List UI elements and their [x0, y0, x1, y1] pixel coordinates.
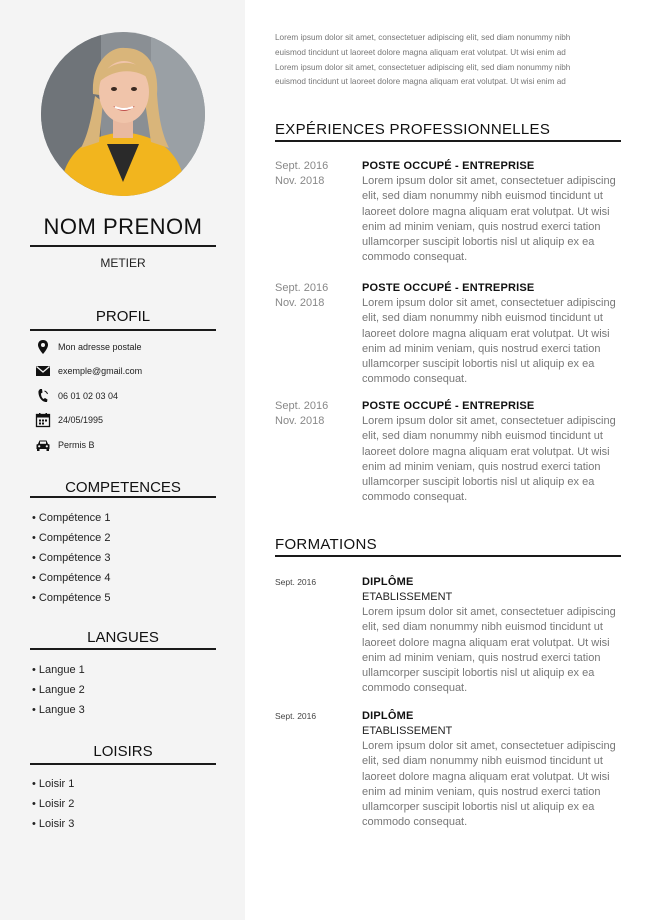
profile-photo [41, 32, 205, 196]
formation-date: Sept. 2016 [275, 711, 317, 721]
loisirs-heading: LOISIRS [93, 743, 153, 760]
date-start: Sept. 2016 [275, 160, 329, 172]
date-start: Sept. 2016 [275, 282, 329, 294]
text-line: elit, sed diam nonummy nibh euismod tincidunt ut [362, 430, 603, 443]
text-line: Lorem ipsum dolor sit amet, consectetuer adipiscing [362, 175, 616, 187]
experience-description [362, 174, 624, 266]
langues-divider [30, 648, 216, 650]
loisirs-list [32, 777, 222, 837]
text-line: ullamcorper suscipit lobortis nisl ut aliquip ex ea [362, 667, 595, 680]
list-item: • Langue 1 [32, 663, 222, 683]
date-end: Nov. 2018 [275, 297, 325, 309]
text-line: enim ad minim veniam, quis nostrud exerci tation [362, 651, 601, 664]
formation-title: DIPLÔME [362, 576, 414, 588]
contact-email [34, 362, 234, 380]
text-line: ullamcorper suscipit lobortis nisl ut aliquip ex ea [362, 476, 595, 489]
text-line: commodo consequat. [362, 816, 468, 829]
formations-heading: FORMATIONS [275, 536, 377, 553]
text-line: Lorem ipsum dolor sit amet, consectetuer adipiscing [362, 415, 616, 427]
list-item: • Compétence 4 [32, 571, 222, 591]
contact-license [34, 436, 234, 454]
text-line: elit, sed diam nonummy nibh euismod tincidunt ut [362, 312, 603, 325]
text-line: enim ad minim veniam, quis nostrud exerci tation [362, 220, 601, 233]
formation-description [362, 739, 624, 831]
experience-description [362, 414, 624, 506]
experience-title: POSTE OCCUPÉ - ENTREPRISE [362, 400, 535, 412]
contact-license-text: Permis B [58, 440, 95, 450]
date-start: Sept. 2016 [275, 400, 329, 412]
contact-address-text: Mon adresse postale [58, 342, 142, 352]
profil-heading: PROFIL [95, 308, 151, 325]
text-line: enim ad minim veniam, quis nostrud exerci tation [362, 460, 601, 473]
intro-paragraph [275, 31, 625, 90]
phone-icon [34, 387, 52, 405]
candidate-name: NOM PRENOM [43, 214, 203, 239]
contact-birthdate [34, 411, 234, 429]
profil-divider [30, 329, 216, 331]
car-icon [34, 436, 52, 454]
list-item: • Compétence 2 [32, 531, 222, 551]
intro-line: euismod tincidunt ut laoreet dolore magna aliquam erat volutpat. Ut wisi enim ad [275, 77, 566, 87]
loisirs-divider [30, 763, 216, 765]
text-line: laoreet dolore magna aliquam erat volutpat. Ut wisi [362, 636, 610, 649]
formation-title: DIPLÔME [362, 710, 414, 722]
competences-heading: COMPETENCES [65, 479, 181, 496]
contact-phone-text: 06 01 02 03 04 [58, 391, 119, 401]
experiences-heading: EXPÉRIENCES PROFESSIONNELLES [275, 121, 551, 138]
formations-divider [275, 555, 621, 557]
name-divider [30, 245, 216, 247]
list-item: • Loisir 1 [32, 777, 222, 797]
text-line: laoreet dolore magna aliquam erat volutpat. Ut wisi [362, 770, 610, 783]
map-pin-icon [34, 338, 52, 356]
job-title: METIER [100, 256, 146, 270]
text-line: Lorem ipsum dolor sit amet, consectetuer adipiscing [362, 297, 616, 309]
contact-birthdate-text: 24/05/1995 [58, 415, 104, 425]
envelope-icon [34, 362, 52, 380]
list-item: • Loisir 3 [32, 817, 222, 837]
list-item: • Compétence 3 [32, 551, 222, 571]
intro-line: Lorem ipsum dolor sit amet, consectetuer adipiscing elit, sed diam nonummy nibh [275, 33, 571, 42]
intro-line: Lorem ipsum dolor sit amet, consectetuer adipiscing elit, sed diam nonummy nibh [275, 62, 571, 72]
text-line: laoreet dolore magna aliquam erat volutpat. Ut wisi [362, 205, 610, 218]
text-line: commodo consequat. [362, 251, 468, 264]
list-item: • Compétence 1 [32, 511, 222, 531]
experience-dates [275, 281, 355, 311]
formation-school: ETABLISSEMENT [362, 725, 453, 737]
experience-description [362, 296, 624, 388]
text-line: laoreet dolore magna aliquam erat volutpat. Ut wisi [362, 327, 610, 340]
langues-heading: LANGUES [87, 629, 159, 646]
competences-divider [30, 496, 216, 498]
text-line: Lorem ipsum dolor sit amet, consectetuer adipiscing [362, 740, 616, 752]
text-line: commodo consequat. [362, 491, 468, 504]
formation-school: ETABLISSEMENT [362, 591, 453, 603]
text-line: enim ad minim veniam, quis nostrud exerci tation [362, 342, 601, 355]
formation-date: Sept. 2016 [275, 577, 317, 587]
list-item: • Langue 2 [32, 683, 222, 703]
text-line: commodo consequat. [362, 682, 468, 695]
text-line: laoreet dolore magna aliquam erat volutpat. Ut wisi [362, 445, 610, 458]
main-content [245, 0, 650, 920]
list-item: • Loisir 2 [32, 797, 222, 817]
list-item: • Langue 3 [32, 703, 222, 723]
calendar-icon [34, 411, 52, 429]
text-line: elit, sed diam nonummy nibh euismod tincidunt ut [362, 621, 603, 634]
langues-list [32, 663, 222, 723]
experience-dates [275, 399, 355, 429]
text-line: ullamcorper suscipit lobortis nisl ut aliquip ex ea [362, 236, 595, 249]
experience-dates [275, 159, 355, 189]
text-line: Lorem ipsum dolor sit amet, consectetuer adipiscing [362, 606, 616, 618]
experience-title: POSTE OCCUPÉ - ENTREPRISE [362, 282, 535, 294]
competences-list [32, 511, 222, 611]
date-end: Nov. 2018 [275, 175, 325, 187]
formation-description [362, 605, 624, 697]
text-line: ullamcorper suscipit lobortis nisl ut aliquip ex ea [362, 801, 595, 814]
intro-line: euismod tincidunt ut laoreet dolore magna aliquam erat volutpat. Ut wisi enim ad [275, 47, 566, 57]
contact-address [34, 338, 234, 356]
contact-phone [34, 387, 234, 405]
experiences-divider [275, 140, 621, 142]
text-line: commodo consequat. [362, 373, 468, 386]
text-line: ullamcorper suscipit lobortis nisl ut aliquip ex ea [362, 358, 595, 371]
text-line: elit, sed diam nonummy nibh euismod tincidunt ut [362, 190, 603, 203]
contact-email-text: exemple@gmail.com [58, 366, 143, 376]
date-end: Nov. 2018 [275, 415, 325, 427]
list-item: • Compétence 5 [32, 591, 222, 611]
sidebar [0, 0, 245, 920]
text-line: enim ad minim veniam, quis nostrud exerci tation [362, 785, 601, 798]
experience-title: POSTE OCCUPÉ - ENTREPRISE [362, 160, 535, 172]
text-line: elit, sed diam nonummy nibh euismod tincidunt ut [362, 755, 603, 768]
